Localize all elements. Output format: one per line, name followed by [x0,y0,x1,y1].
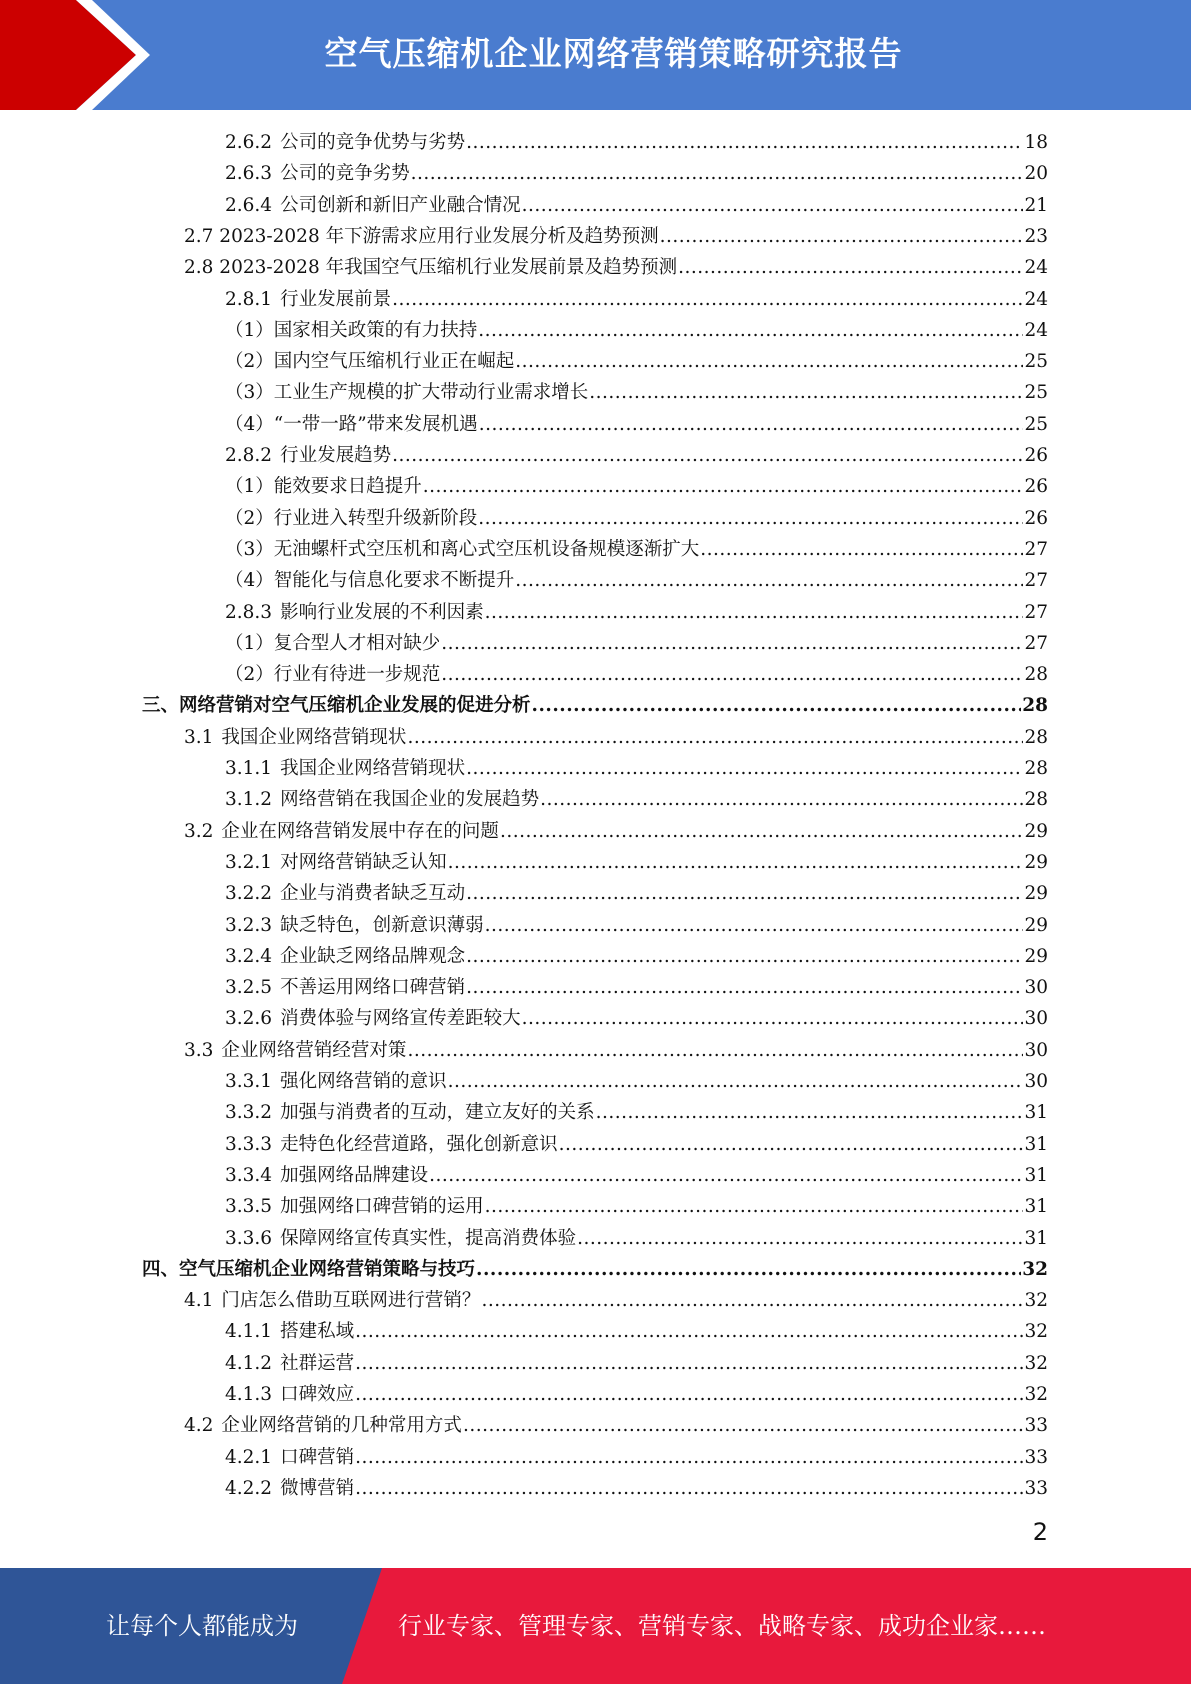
toc-entry-label [225,1442,354,1473]
toc-entry-text: 搭建私域 [280,1321,355,1342]
toc-entry-text: 微博营销 [280,1478,355,1499]
toc-entry[interactable] [225,784,1048,815]
toc-entry-number: 3.2.4 [225,946,273,967]
toc-leader-dots [476,1254,1021,1285]
toc-entry-page: 25 [1024,351,1048,372]
toc-entry-page: 28 [1024,758,1048,779]
toc-entry[interactable] [225,440,1048,471]
toc-entry[interactable] [225,284,1048,315]
toc-entry-label [225,1223,576,1254]
toc-entry-number: 3.2.2 [225,883,273,904]
toc-leader-dots [407,1035,1023,1066]
toc-entry-number: 3.2.3 [225,915,273,936]
toc-entry[interactable] [225,1160,1048,1191]
toc-entry-text: 走特色化经营道路，强化创新意识 [280,1134,558,1155]
toc-entry[interactable] [225,534,1048,565]
toc-entry[interactable] [225,1129,1048,1160]
toc-leader-dots [479,409,1024,440]
toc-leader-dots [411,158,1024,189]
toc-leader-dots [485,910,1024,941]
toc-entry-text: 缺乏特色，创新意识薄弱 [280,915,484,936]
toc-entry-number: 4.2 [184,1415,214,1436]
toc-entry-label [225,1473,354,1504]
toc-leader-dots [355,1442,1023,1473]
toc-entry-text: 行业发展趋势 [280,445,392,466]
toc-entry-number: 2.8.3 [225,602,273,623]
toc-entry-label [225,284,391,315]
toc-entry-page: 24 [1024,320,1048,341]
toc-entry[interactable] [142,690,1048,721]
toc-entry-label [184,1410,462,1441]
toc-leader-dots [481,1285,1023,1316]
toc-entry[interactable] [225,565,1048,596]
toc-leader-dots [466,127,1023,158]
footer-slogan-right: 行业专家、管理专家、营销专家、战略专家、成功企业家…… [398,1612,1046,1640]
toc-entry-page: 32 [1024,1290,1048,1311]
toc-entry-number: 2.6.2 [225,132,273,153]
toc-entry-text: 四、空气压缩机企业网络营销策略与技巧 [142,1259,476,1280]
toc-entry-text: 企业与消费者缺乏互动 [280,883,466,904]
toc-leader-dots [423,471,1024,502]
toc-leader-dots [466,753,1023,784]
toc-entry-number: 2.8.2 [225,445,273,466]
toc-entry-number: 2.6.3 [225,163,273,184]
toc-entry-label [225,1316,354,1347]
toc-leader-dots [522,190,1024,221]
toc-entry-page: 24 [1024,289,1048,310]
toc-entry-text: 企业缺乏网络品牌观念 [280,946,466,967]
toc-entry[interactable] [225,597,1048,628]
toc-entry-page: 28 [1024,789,1048,810]
toc-entry[interactable] [184,816,1048,847]
toc-entry-text: （2）行业进入转型升级新阶段 [225,508,478,529]
toc-entry-page: 30 [1024,1040,1048,1061]
toc-entry[interactable] [225,127,1048,158]
toc-entry-page: 25 [1024,382,1048,403]
toc-entry-text: 消费体验与网络宣传差距较大 [280,1008,521,1029]
toc-entry-page: 18 [1024,132,1048,153]
toc-entry-text: 强化网络营销的意识 [280,1071,447,1092]
toc-leader-dots [540,784,1023,815]
toc-entry[interactable] [225,315,1048,346]
toc-entry-label [225,158,410,189]
toc-leader-dots [355,1316,1023,1347]
toc-leader-dots [392,440,1023,471]
toc-entry-page: 32 [1022,1259,1048,1280]
toc-entry-label [225,1379,354,1410]
toc-leader-dots [466,941,1023,972]
toc-entry-page: 31 [1024,1196,1048,1217]
toc-entry-label [225,377,588,408]
toc-leader-dots [441,628,1023,659]
toc-entry[interactable] [225,753,1048,784]
toc-entry[interactable] [184,722,1048,753]
toc-entry-number: 3.3.2 [225,1102,273,1123]
toc-entry-text: （1）能效要求日趋提升 [225,476,422,497]
toc-entry[interactable] [225,972,1048,1003]
toc-entry-label [184,252,677,283]
toc-entry-number: 3.2.1 [225,852,273,873]
toc-entry-label [184,722,406,753]
toc-entry-number: 4.1.3 [225,1384,273,1405]
toc-entry-label [225,1348,354,1379]
toc-entry-number: 3.3.5 [225,1196,273,1217]
toc-entry-page: 26 [1024,508,1048,529]
toc-entry-text: 公司的竞争优势与劣势 [280,132,466,153]
toc-entry-page: 28 [1024,664,1048,685]
toc-entry[interactable] [225,1442,1048,1473]
toc-entry[interactable] [184,221,1048,252]
toc-leader-dots [429,1160,1023,1191]
toc-entry-text: 社群运营 [280,1353,355,1374]
toc-leader-dots [515,346,1023,377]
toc-leader-dots [532,690,1022,721]
toc-entry-number: 4.1.1 [225,1321,273,1342]
toc-entry-page: 30 [1024,1071,1048,1092]
toc-entry[interactable] [225,409,1048,440]
toc-entry-text: （3）无油螺杆式空压机和离心式空压机设备规模逐渐扩大 [225,539,700,560]
toc-entry-page: 26 [1024,445,1048,466]
toc-entry-label [225,847,447,878]
toc-entry[interactable] [225,941,1048,972]
toc-entry-page: 32 [1024,1384,1048,1405]
toc-entry-text: 企业网络营销的几种常用方式 [221,1415,462,1436]
toc-entry-page: 29 [1024,946,1048,967]
toc-leader-dots [355,1379,1023,1410]
toc-entry-text: （1）复合型人才相对缺少 [225,633,441,654]
toc-leader-dots [700,534,1023,565]
toc-entry-label [184,816,499,847]
toc-entry-text: （1）国家相关政策的有力扶持 [225,320,478,341]
toc-entry[interactable] [184,1410,1048,1441]
toc-entry[interactable] [225,1223,1048,1254]
toc-entry-page: 30 [1024,977,1048,998]
toc-entry[interactable] [184,1285,1048,1316]
page-footer [0,1568,1191,1684]
toc-entry-page: 20 [1024,163,1048,184]
toc-entry-number: 3.3 [184,1040,214,1061]
toc-entry-number: 2.6.4 [225,195,273,216]
toc-leader-dots [466,878,1023,909]
toc-entry-text: 公司创新和新旧产业融合情况 [280,195,521,216]
toc-entry-label [225,1191,484,1222]
toc-entry-label [225,972,465,1003]
toc-entry-page: 25 [1024,414,1048,435]
toc-entry[interactable] [184,1035,1048,1066]
toc-entry-page: 26 [1024,476,1048,497]
toc-entry[interactable] [225,1066,1048,1097]
toc-entry-label [225,753,465,784]
toc-entry-page: 27 [1024,602,1048,623]
toc-entry-number: 3.3.1 [225,1071,273,1092]
toc-entry-label [225,1066,447,1097]
toc-leader-dots [485,597,1024,628]
toc-leader-dots [678,252,1023,283]
toc-entry-text: 对网络营销缺乏认知 [280,852,447,873]
toc-entry[interactable] [225,1316,1048,1347]
toc-entry-label [225,409,478,440]
toc-entry-page: 27 [1024,539,1048,560]
toc-entry-page: 29 [1024,821,1048,842]
toc-entry[interactable] [225,158,1048,189]
toc-leader-dots [407,722,1023,753]
toc-leader-dots [559,1129,1024,1160]
toc-entry-text: 口碑效应 [280,1384,355,1405]
toc-entry-text: 我国企业网络营销现状 [221,727,407,748]
toc-entry-page: 29 [1024,883,1048,904]
toc-entry-text: 加强网络口碑营销的运用 [280,1196,484,1217]
toc-entry-label [225,471,422,502]
toc-leader-dots [522,1003,1024,1034]
toc-entry-text: （3）工业生产规模的扩大带动行业需求增长 [225,382,589,403]
toc-entry-text: （2）国内空气压缩机行业正在崛起 [225,351,515,372]
toc-leader-dots [660,221,1024,252]
toc-entry[interactable] [225,1348,1048,1379]
toc-entry-page: 31 [1024,1228,1048,1249]
toc-entry-page: 30 [1024,1008,1048,1029]
toc-entry-page: 29 [1024,915,1048,936]
toc-leader-dots [392,284,1023,315]
toc-entry-page: 33 [1024,1447,1048,1468]
toc-entry[interactable] [225,1379,1048,1410]
report-title: 空气压缩机企业网络营销策略研究报告 [324,34,903,73]
toc-entry-number: 4.2.2 [225,1478,273,1499]
toc-entry[interactable] [225,377,1048,408]
toc-entry-page: 28 [1022,695,1048,716]
toc-entry-page: 29 [1024,852,1048,873]
toc-entry-label [225,315,477,346]
toc-entry-page: 28 [1024,727,1048,748]
toc-entry-text: 2.7 2023-2028 年下游需求应用行业发展分析及趋势预测 [184,226,659,247]
toc-entry-page: 32 [1024,1321,1048,1342]
toc-leader-dots [448,847,1024,878]
toc-leader-dots [577,1223,1023,1254]
toc-entry-page: 33 [1024,1415,1048,1436]
toc-entry[interactable] [225,1473,1048,1504]
toc-entry-number: 3.2 [184,821,214,842]
toc-entry-page: 31 [1024,1165,1048,1186]
toc-leader-dots [355,1473,1023,1504]
toc-entry[interactable] [225,1003,1048,1034]
toc-entry[interactable] [225,1191,1048,1222]
toc-entry-text: 公司的竞争劣势 [280,163,410,184]
toc-entry-label [225,1160,428,1191]
toc-entry[interactable] [225,503,1048,534]
toc-leader-dots [478,503,1023,534]
toc-entry[interactable] [225,878,1048,909]
toc-entry-label [225,1097,595,1128]
toc-leader-dots [589,377,1023,408]
toc-entry-page: 27 [1024,633,1048,654]
toc-entry[interactable] [142,1254,1048,1285]
footer-slogan-left: 让每个人都能成为 [106,1612,298,1640]
toc-entry-page: 24 [1024,257,1048,278]
toc-entry[interactable] [225,346,1048,377]
toc-entry-text: （2）行业有待进一步规范 [225,664,441,685]
toc-entry-text: 网络营销在我国企业的发展趋势 [280,789,540,810]
toc-entry-text: 加强与消费者的互动，建立友好的关系 [280,1102,595,1123]
toc-entry-label [225,941,465,972]
toc-entry-page: 31 [1024,1102,1048,1123]
toc-entry[interactable] [225,1097,1048,1128]
toc-leader-dots [485,1191,1024,1222]
toc-entry[interactable] [225,471,1048,502]
toc-entry-number: 3.3.6 [225,1228,273,1249]
toc-entry-number: 4.1.2 [225,1353,273,1374]
toc-entry-text: 加强网络品牌建设 [280,1165,429,1186]
toc-entry-number: 3.1.1 [225,758,273,779]
toc-entry[interactable] [225,847,1048,878]
toc-entry-page: 23 [1024,226,1048,247]
toc-leader-dots [463,1410,1024,1441]
toc-entry-label [225,878,465,909]
toc-entry-text: 门店怎么借助互联网进行营销？ [221,1290,481,1311]
toc-entry-page: 32 [1024,1353,1048,1374]
toc-entry[interactable] [225,628,1048,659]
toc-entry[interactable] [225,659,1048,690]
toc-leader-dots [466,972,1023,1003]
toc-entry-label [225,784,539,815]
toc-entry-text: （4）智能化与信息化要求不断提升 [225,570,515,591]
toc-entry-text: 我国企业网络营销现状 [280,758,466,779]
toc-entry-page: 31 [1024,1134,1048,1155]
toc-leader-dots [515,565,1023,596]
toc-entry-text: 不善运用网络口碑营销 [280,977,466,998]
toc-entry-number: 3.3.4 [225,1165,273,1186]
toc-entry-label [225,1003,521,1034]
toc-entry-label [225,910,484,941]
toc-entry-label [225,565,514,596]
toc-leader-dots [500,816,1024,847]
toc-leader-dots [441,659,1023,690]
toc-entry-number: 3.1.2 [225,789,273,810]
toc-entry[interactable] [225,190,1048,221]
toc-entry-text: 企业网络营销经营对策 [221,1040,407,1061]
toc-entry[interactable] [225,910,1048,941]
toc-leader-dots [355,1348,1023,1379]
toc-entry-number: 4.1 [184,1290,214,1311]
toc-entry-label [225,597,484,628]
toc-entry-text: 2.8 2023-2028 年我国空气压缩机行业发展前景及趋势预测 [184,257,678,278]
toc-entry-text: 三、网络营销对空气压缩机企业发展的促进分析 [142,695,531,716]
page-header [0,0,1191,110]
toc-leader-dots [596,1097,1024,1128]
toc-entry[interactable] [184,252,1048,283]
toc-entry-label [142,690,531,721]
toc-entry-number: 3.1 [184,727,214,748]
toc-entry-number: 3.2.5 [225,977,273,998]
toc-entry-text: 保障网络宣传真实性，提高消费体验 [280,1228,577,1249]
toc-entry-label [184,221,659,252]
toc-entry-number: 3.2.6 [225,1008,273,1029]
toc-entry-label [225,534,699,565]
toc-entry-label [225,440,391,471]
toc-entry-text: （4）“一带一路”带来发展机遇 [225,414,478,435]
toc-entry-label [142,1254,475,1285]
toc-entry-text: 影响行业发展的不利因素 [280,602,484,623]
toc-entry-label [225,190,521,221]
page-number: 2 [1032,1518,1048,1546]
toc-entry-number: 2.8.1 [225,289,273,310]
toc-entry-text: 行业发展前景 [280,289,392,310]
toc-entry-page: 27 [1024,570,1048,591]
toc-entry-number: 3.3.3 [225,1134,273,1155]
toc-entry-text: 口碑营销 [280,1447,355,1468]
toc-entry-label [225,346,514,377]
toc-entry-label [184,1285,480,1316]
toc-entry-label [225,1129,558,1160]
toc-entry-number: 4.2.1 [225,1447,273,1468]
toc-entry-label [225,503,477,534]
toc-entry-label [184,1035,406,1066]
toc-entry-page: 21 [1024,195,1048,216]
toc-leader-dots [478,315,1023,346]
toc-entry-text: 企业在网络营销发展中存在的问题 [221,821,499,842]
toc-entry-label [225,127,465,158]
toc-entry-label [225,659,440,690]
toc-entry-label [225,628,440,659]
toc-leader-dots [448,1066,1024,1097]
toc-entry-page: 33 [1024,1478,1048,1499]
